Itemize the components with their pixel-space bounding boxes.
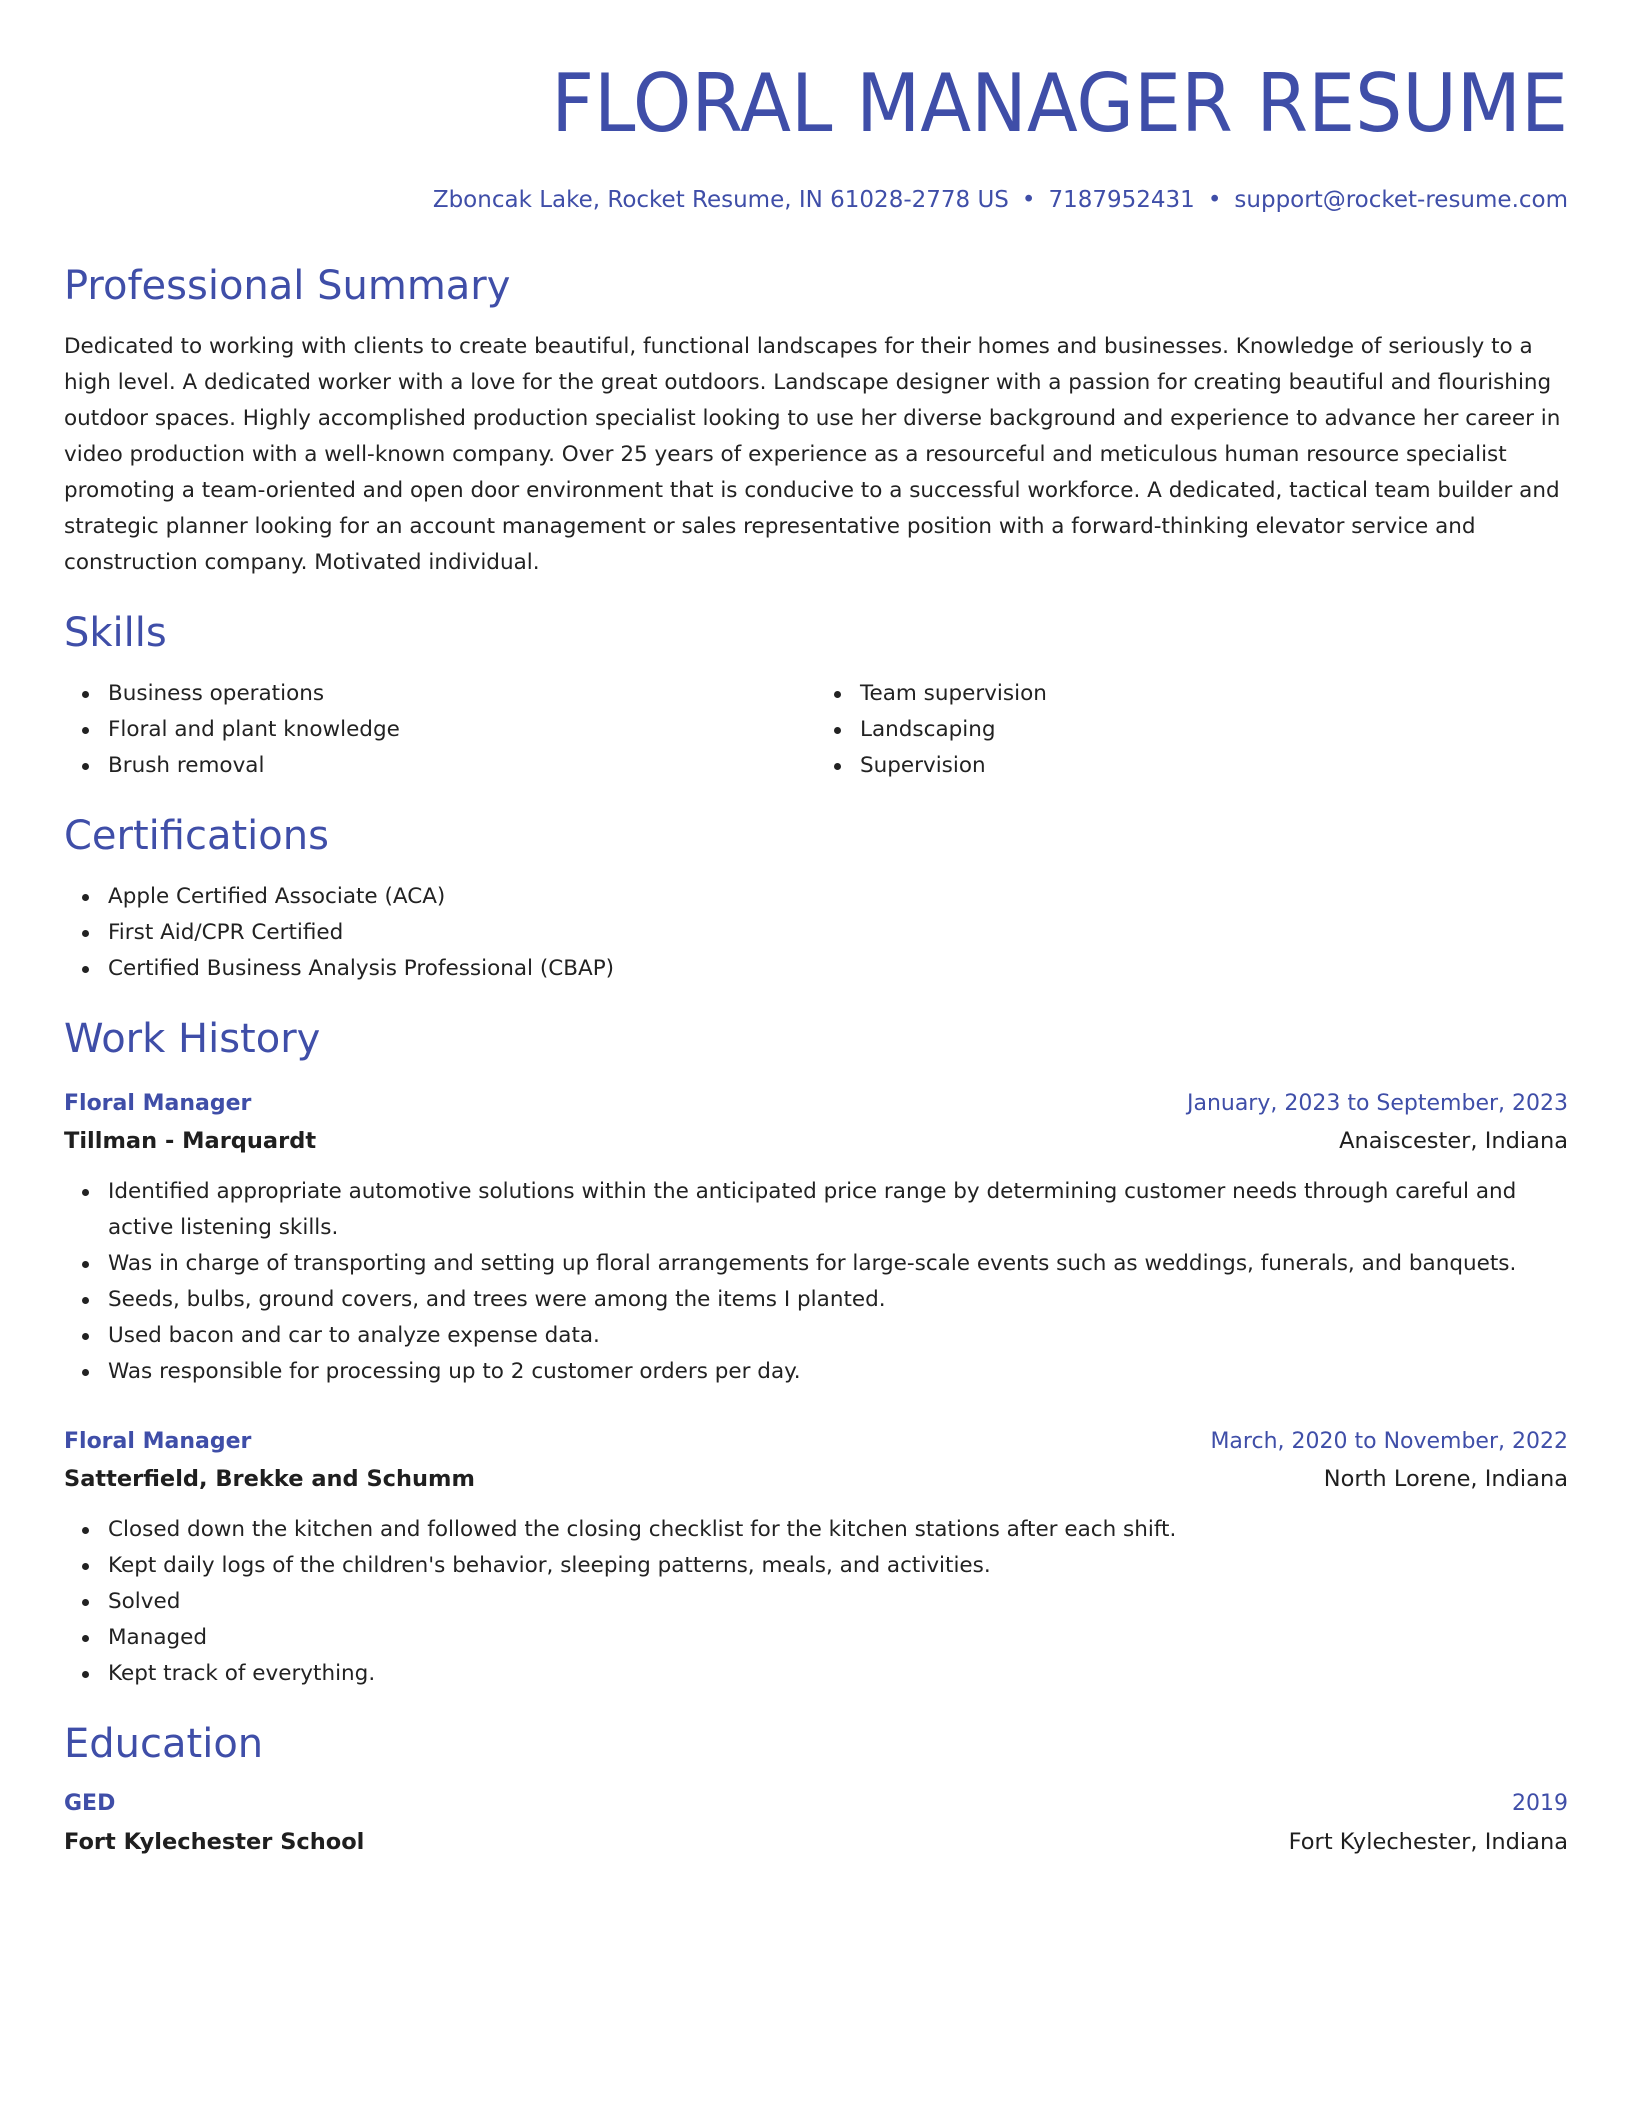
certifications-list bbox=[64, 879, 1568, 987]
summary-heading: Professional Summary bbox=[64, 263, 511, 309]
contact-email[interactable]: support@rocket-resume.com bbox=[1234, 187, 1568, 213]
skill-item: Landscaping bbox=[816, 712, 1568, 748]
job-entry bbox=[64, 1424, 1568, 1692]
job-role: Floral Manager bbox=[64, 1091, 252, 1116]
education-heading: Education bbox=[64, 1721, 264, 1767]
education-degree: GED bbox=[64, 1791, 116, 1816]
job-bullet: Closed down the kitchen and followed the closing checklist for the kitchen stations after each shift. bbox=[64, 1512, 1568, 1548]
job-bullet: Identified appropriate automotive solutions within the anticipated price range by determining customer needs through careful and active listening skills. bbox=[64, 1174, 1568, 1246]
education-entry bbox=[64, 1786, 1568, 1862]
education-location: Fort Kylechester, Indiana bbox=[1288, 1829, 1568, 1855]
resume-title: FLORAL MANAGER RESUME bbox=[551, 57, 1568, 150]
skills-right-list bbox=[816, 676, 1568, 784]
job-company: Satterfield, Brekke and Schumm bbox=[64, 1466, 475, 1492]
job-bullet: Solved bbox=[64, 1584, 1568, 1620]
skill-item: Supervision bbox=[816, 748, 1568, 784]
job-dates: March, 2020 to November, 2022 bbox=[1210, 1429, 1568, 1454]
job-header-row bbox=[64, 1424, 1568, 1460]
skill-item: Team supervision bbox=[816, 676, 1568, 712]
job-header-row bbox=[64, 1086, 1568, 1122]
contact-line bbox=[64, 185, 1568, 215]
job-bullet: Kept track of everything. bbox=[64, 1656, 1568, 1692]
job-bullet: Managed bbox=[64, 1620, 1568, 1656]
skill-item: Business operations bbox=[64, 676, 816, 712]
job-bullet: Used bacon and car to analyze expense data. bbox=[64, 1318, 1568, 1354]
summary-text: Dedicated to working with clients to create beautiful, functional landscapes for their homes and businesses. Knowledge of seriously to a high level. A dedicated worker with a love for the great outdoors. Landscape designer with a passion for creating beautiful and flourishing outdoor spaces. Highly accomplished production specialist looking to use her diverse background and experience to advance her career in video production with a well-known company. Over 25 years of experience as a resourceful and meticulous human resource specialist promoting a team-oriented and open door environment that is conducive to a successful workforce. A dedicated, tactical team builder and strategic planner looking for an account management or sales representative position with a forward-thinking elevator service and construction company. Motivated individual. bbox=[64, 334, 1561, 575]
job-bullets bbox=[64, 1512, 1568, 1692]
skills-columns bbox=[64, 676, 1568, 784]
skill-item: Brush removal bbox=[64, 748, 816, 784]
job-location: Anaiscester, Indiana bbox=[1339, 1128, 1568, 1154]
job-company-row bbox=[64, 1460, 1568, 1498]
certification-item: First Aid/CPR Certified bbox=[64, 915, 1568, 951]
job-entry bbox=[64, 1086, 1568, 1390]
contact-phone: 7187952431 bbox=[1048, 187, 1195, 213]
contact-separator: • bbox=[1207, 187, 1222, 213]
job-company: Tillman - Marquardt bbox=[64, 1128, 317, 1154]
education-header-row bbox=[64, 1786, 1568, 1822]
certification-item: Certified Business Analysis Professional (CBAP) bbox=[64, 951, 1568, 987]
education-school: Fort Kylechester School bbox=[64, 1829, 365, 1855]
work-history-heading: Work History bbox=[64, 1016, 321, 1062]
skills-left-list bbox=[64, 676, 816, 784]
skill-item: Floral and plant knowledge bbox=[64, 712, 816, 748]
job-bullet: Kept daily logs of the children's behavior, sleeping patterns, meals, and activities. bbox=[64, 1548, 1568, 1584]
job-bullet: Was in charge of transporting and setting up floral arrangements for large-scale events such as weddings, funerals, and banquets. bbox=[64, 1246, 1568, 1282]
education-year: 2019 bbox=[1512, 1791, 1568, 1816]
job-bullets bbox=[64, 1174, 1568, 1390]
job-bullet: Seeds, bulbs, ground covers, and trees were among the items I planted. bbox=[64, 1282, 1568, 1318]
job-location: North Lorene, Indiana bbox=[1323, 1466, 1568, 1492]
job-role: Floral Manager bbox=[64, 1429, 252, 1454]
job-bullet: Was responsible for processing up to 2 customer orders per day. bbox=[64, 1354, 1568, 1390]
skills-heading: Skills bbox=[64, 610, 167, 656]
job-company-row bbox=[64, 1122, 1568, 1160]
education-school-row bbox=[64, 1822, 1568, 1862]
certifications-heading: Certifications bbox=[64, 813, 329, 859]
job-dates: January, 2023 to September, 2023 bbox=[1186, 1091, 1568, 1116]
contact-address: Zboncak Lake, Rocket Resume, IN 61028-2778 US bbox=[432, 187, 1009, 213]
certification-item: Apple Certified Associate (ACA) bbox=[64, 879, 1568, 915]
contact-separator: • bbox=[1021, 187, 1036, 213]
